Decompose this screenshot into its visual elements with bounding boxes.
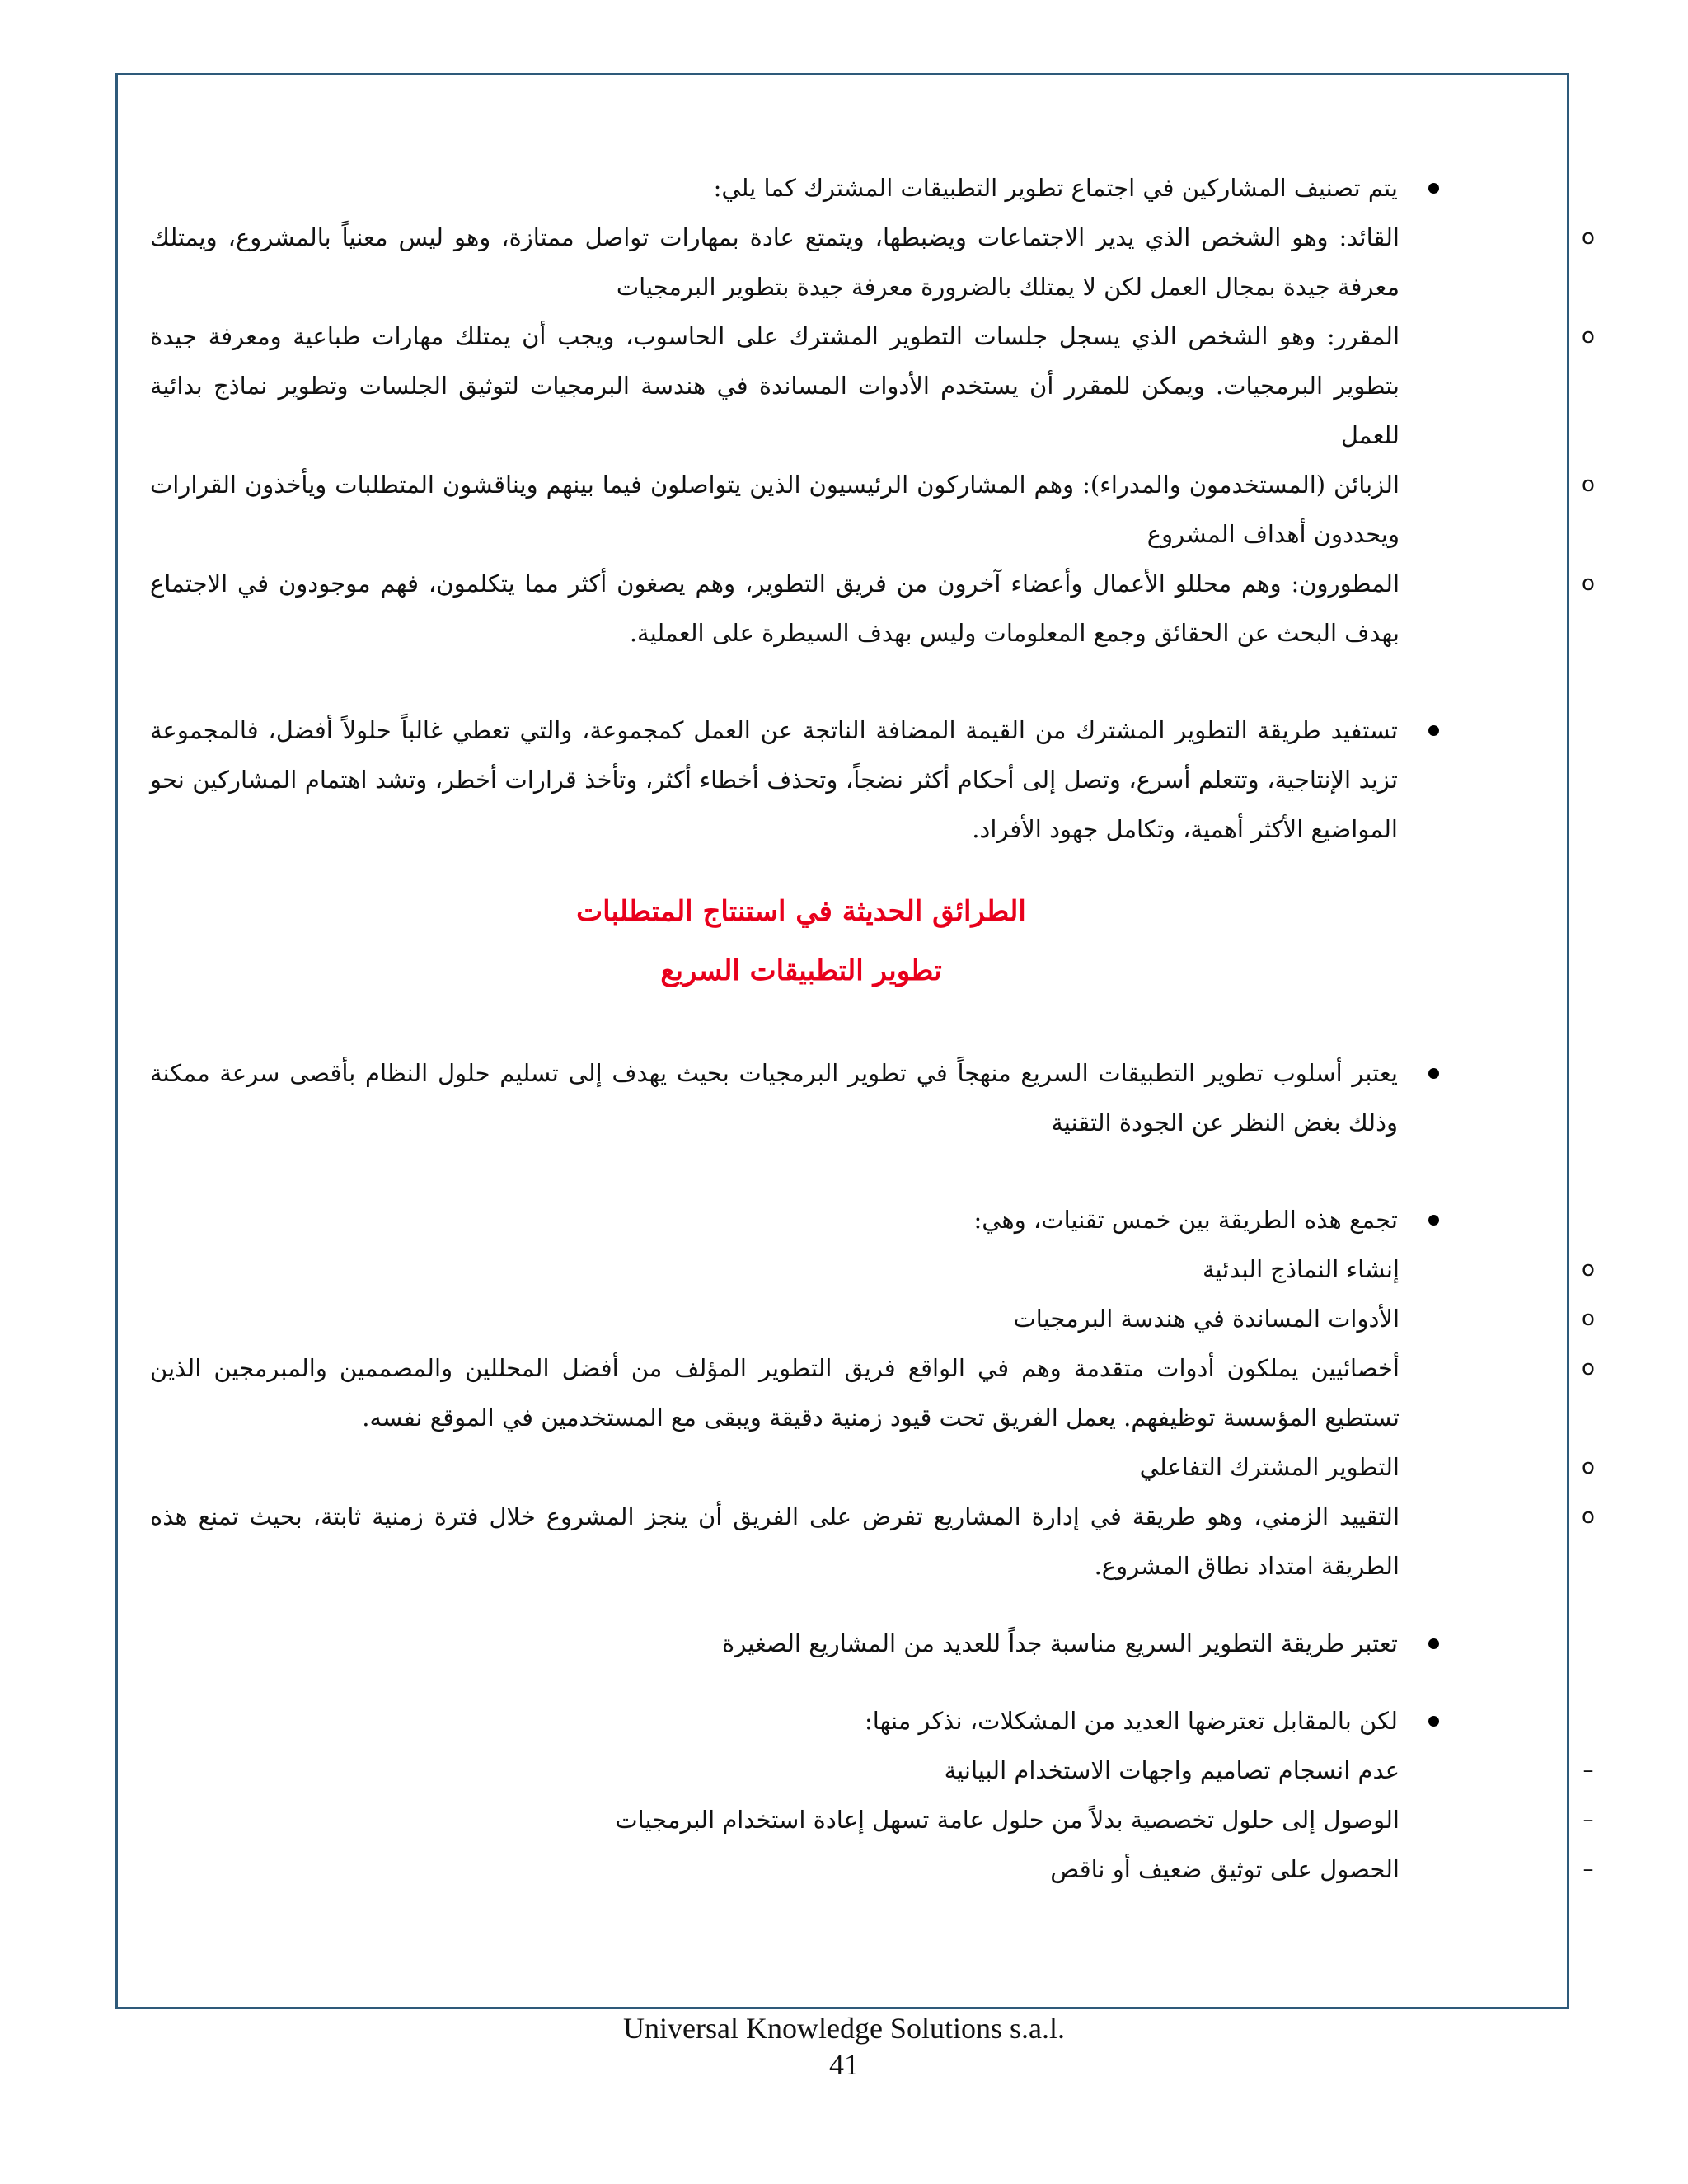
list-item (150, 1442, 1595, 1492)
circle-marker-icon: o (1582, 571, 1595, 596)
bullet-icon (1428, 725, 1439, 736)
circle-marker-icon: o (1582, 324, 1595, 349)
list-item (150, 1294, 1595, 1343)
bullet-icon (1428, 1638, 1439, 1649)
list-item-text: إنشاء النماذج البدئية (1202, 1255, 1400, 1283)
section-intro: لكن بالمقابل تعترضها العديد من المشكلات، نذكر منها: (864, 1707, 1398, 1735)
dash-marker-icon: – (1582, 1807, 1594, 1832)
section-text: تستفيد طريقة التطوير المشترك من القيمة المضافة الناتجة عن العمل كمجموعة، والتي تعطي غالباً حلولاً أفضل، فالمجموعة تزيد الإنتاجية، وتتعلم أسرع، وتصل إلى أحكام أكثر نضجاً، وتحذف أخطاء أكثر، وتأخذ قرارات أخطر، وتشد اهتمام المشاركين نحو المواضيع الأكثر أهمية، وتكامل جهود الأفراد. (150, 716, 1398, 843)
list-item (150, 1244, 1595, 1294)
list-item (150, 1343, 1595, 1442)
bullet-section-rad-definition (150, 1048, 1452, 1147)
bullet-section-small-projects (150, 1619, 1452, 1668)
list-item-text: التطوير المشترك التفاعلي (1139, 1453, 1400, 1481)
section-text: تعتبر طريقة التطوير السريع مناسبة جداً للعديد من المشاريع الصغيرة (722, 1629, 1398, 1657)
bullet-section-techniques (150, 1195, 1595, 1591)
list-item-text: القائد: وهو الشخص الذي يدير الاجتماعات ويضبطها، ويتمتع عادة بمهارات تواصل ممتازة، وهو ليس معنياً بالمشروع، ويمتلك معرفة جيدة بمجال العمل لكن لا يمتلك بالضرورة معرفة جيدة بتطوير البرمجيات (150, 223, 1400, 301)
list-item (150, 213, 1595, 312)
list-item (150, 1746, 1594, 1795)
bullet-icon (1428, 183, 1439, 194)
list-item-text: الوصول إلى حلول تخصصية بدلاً من حلول عامة تسهل إعادة استخدام البرمجيات (615, 1806, 1400, 1834)
list-item (150, 312, 1595, 460)
circle-marker-icon: o (1582, 1455, 1595, 1479)
list-item (150, 1795, 1594, 1844)
list-item (150, 1492, 1595, 1591)
list-item-text: أخصائيين يملكون أدوات متقدمة وهم في الواقع فريق التطوير المؤلف من أفضل المحللين والمصممين والمبرمجين الذين تستطيع المؤسسة توظيفهم. يعمل الفريق تحت قيود زمنية دقيقة ويبقى مع المستخدمين في الموقع نفسه. (150, 1354, 1400, 1432)
list-item-text: المطورون: وهم محللو الأعمال وأعضاء آخرون من فريق التطوير، وهم يصغون أكثر مما يتكلمون، فهم موجودون في الاجتماع بهدف البحث عن الحقائق وجمع المعلومات وليس بهدف السيطرة على العملية. (150, 569, 1400, 647)
circle-marker-icon: o (1582, 1306, 1595, 1331)
list-item-text: الأدوات المساندة في هندسة البرمجيات (1013, 1305, 1400, 1333)
list-item (150, 460, 1595, 559)
bullet-icon (1428, 1716, 1439, 1727)
list-item-text: عدم انسجام تصاميم واجهات الاستخدام البيانية (944, 1756, 1400, 1784)
bullet-section-problems (150, 1696, 1594, 1894)
list-item-text: الحصول على توثيق ضعيف أو ناقص (1050, 1855, 1400, 1883)
list-item-text: الزبائن (المستخدمون والمدراء): وهم المشاركون الرئيسيون الذين يتواصلون فيما بينهم ويناقشون المتطلبات ويأخذون القرارات ويحددون أهداف المشروع (150, 471, 1400, 548)
section-intro: تجمع هذه الطريقة بين خمس تقنيات، وهي: (973, 1206, 1398, 1234)
bullet-section-participants (150, 163, 1595, 658)
heading-line-2: تطوير التطبيقات السريع (660, 954, 942, 987)
list-item (150, 1844, 1594, 1894)
circle-marker-icon: o (1582, 472, 1595, 497)
list-item-text: التقييد الزمني، وهو طريقة في إدارة المشاريع تفرض على الفريق أن ينجز المشروع خلال فترة زمنية ثابتة، بحيث تمنع هذه الطريقة امتداد نطاق المشروع. (150, 1502, 1400, 1580)
bullet-icon (1428, 1215, 1439, 1226)
list-item (150, 559, 1595, 658)
circle-marker-icon: o (1582, 1504, 1595, 1529)
section-intro: يتم تصنيف المشاركين في اجتماع تطوير التطبيقات المشترك كما يلي: (713, 174, 1398, 202)
list-item-text: المقرر: وهو الشخص الذي يسجل جلسات التطوير المشترك على الحاسوب، ويجب أن يمتلك مهارات طباعية ومعرفة جيدة بتطوير البرمجيات. ويمكن للمقرر أن يستخدم الأدوات المساندة في هندسة البرمجيات لتوثيق الجلسات وتطوير نماذج بدائية للعمل (150, 322, 1400, 449)
footer-page-number: 41 (829, 2048, 859, 2081)
section-text: يعتبر أسلوب تطوير التطبيقات السريع منهجاً في تطوير البرمجيات بحيث يهدف إلى تسليم حلول النظام بأقصى سرعة ممكنة وذلك بغض النظر عن الجودة التقنية (150, 1059, 1398, 1137)
heading-line-1: الطرائق الحديثة في استنتاج المتطلبات (576, 895, 1026, 928)
bullet-icon (1428, 1068, 1439, 1079)
dash-marker-icon: – (1582, 1857, 1594, 1882)
document-body (150, 163, 1595, 1894)
circle-marker-icon: o (1582, 1257, 1595, 1282)
footer-company: Universal Knowledge Solutions s.a.l. (623, 2012, 1065, 2045)
circle-marker-icon: o (1582, 225, 1595, 250)
circle-marker-icon: o (1582, 1356, 1595, 1380)
bullet-section-group-benefit (150, 705, 1452, 854)
dash-marker-icon: – (1582, 1758, 1594, 1783)
section-heading (150, 882, 1452, 1001)
